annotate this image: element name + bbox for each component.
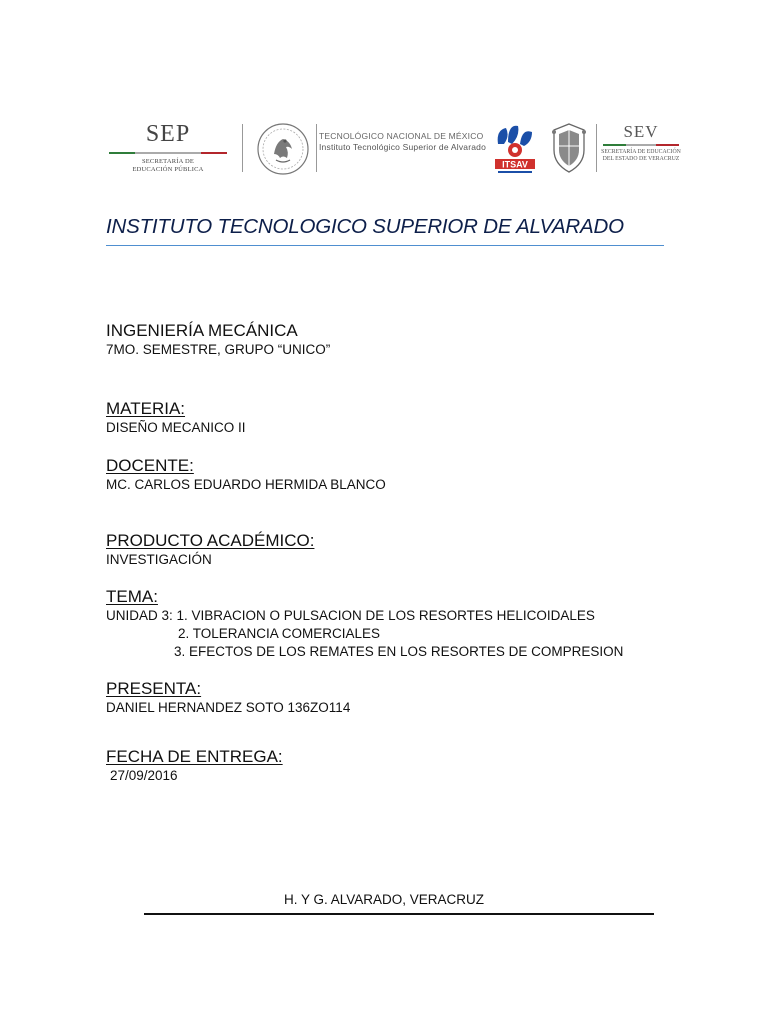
docente-section	[106, 456, 386, 494]
presenta-label: PRESENTA:	[106, 679, 202, 698]
logo-divider	[316, 124, 317, 172]
fecha-label: FECHA DE ENTREGA:	[106, 747, 283, 766]
logo-bar	[106, 118, 682, 180]
itsav-logo-icon	[492, 122, 538, 176]
producto-label: PRODUCTO ACADÉMICO:	[106, 531, 315, 550]
tecnm-logo-text	[319, 131, 486, 153]
fecha-section	[106, 747, 283, 785]
tema-line-1: UNIDAD 3: 1. VIBRACION O PULSACION DE LOS RESORTES HELICOIDALES	[106, 608, 595, 623]
sev-logo-subtitle-1: SECRETARÍA DE EDUCACIÓN	[601, 149, 681, 155]
sep-logo-name: SEP	[145, 121, 191, 147]
career-title: INGENIERÍA MECÁNICA	[106, 321, 298, 340]
veracruz-seal-icon	[546, 120, 592, 176]
tema-label: TEMA:	[106, 587, 158, 606]
producto-section	[106, 531, 314, 569]
tecnm-line-2: Instituto Tecnológico Superior de Alvarado	[319, 142, 487, 152]
tema-line-3: 3. EFECTOS DE LOS REMATES EN LOS RESORTES DE COMPRESION	[174, 644, 624, 659]
career-section	[106, 321, 330, 359]
presenta-section	[106, 679, 350, 717]
footer-rule	[144, 913, 654, 915]
itsav-logo-name: ITSAV	[502, 159, 528, 170]
sev-logo	[600, 122, 682, 176]
materia-value: DISEÑO MECANICO II	[106, 420, 246, 435]
tema-section	[106, 587, 623, 661]
career-semester: 7MO. SEMESTRE, GRUPO “UNICO”	[106, 342, 331, 357]
docente-value: MC. CARLOS EDUARDO HERMIDA BLANCO	[106, 477, 386, 492]
sev-logo-subtitle-2: DEL ESTADO DE VERACRUZ	[602, 156, 680, 162]
presenta-value: DANIEL HERNANDEZ SOTO 136ZO114	[106, 700, 351, 715]
institute-title: INSTITUTO TECNOLOGICO SUPERIOR DE ALVARADO	[106, 215, 624, 238]
sep-logo-subtitle-2: EDUCACIÓN PÚBLICA	[132, 166, 204, 173]
sep-logo-stripe	[109, 152, 227, 154]
tema-line-2: 2. TOLERANCIA COMERCIALES	[178, 626, 381, 641]
sev-logo-stripe	[603, 144, 679, 146]
logo-divider	[596, 124, 597, 172]
producto-value: INVESTIGACIÓN	[106, 552, 212, 567]
tecnm-line-1: TECNOLÓGICO NACIONAL DE MÉXICO	[319, 131, 484, 141]
sev-logo-name: SEV	[623, 122, 659, 141]
footer-place: H. Y G. ALVARADO, VERACRUZ	[283, 892, 485, 907]
materia-label: MATERIA:	[106, 399, 186, 418]
mexico-coat-of-arms-icon	[256, 122, 310, 176]
docente-label: DOCENTE:	[106, 456, 194, 475]
logo-divider	[242, 124, 243, 172]
fecha-value: 27/09/2016	[110, 768, 178, 783]
sep-logo-subtitle-1: SECRETARÍA DE	[141, 158, 195, 165]
title-rule	[106, 245, 664, 246]
materia-section	[106, 399, 246, 437]
sep-logo	[106, 118, 230, 180]
